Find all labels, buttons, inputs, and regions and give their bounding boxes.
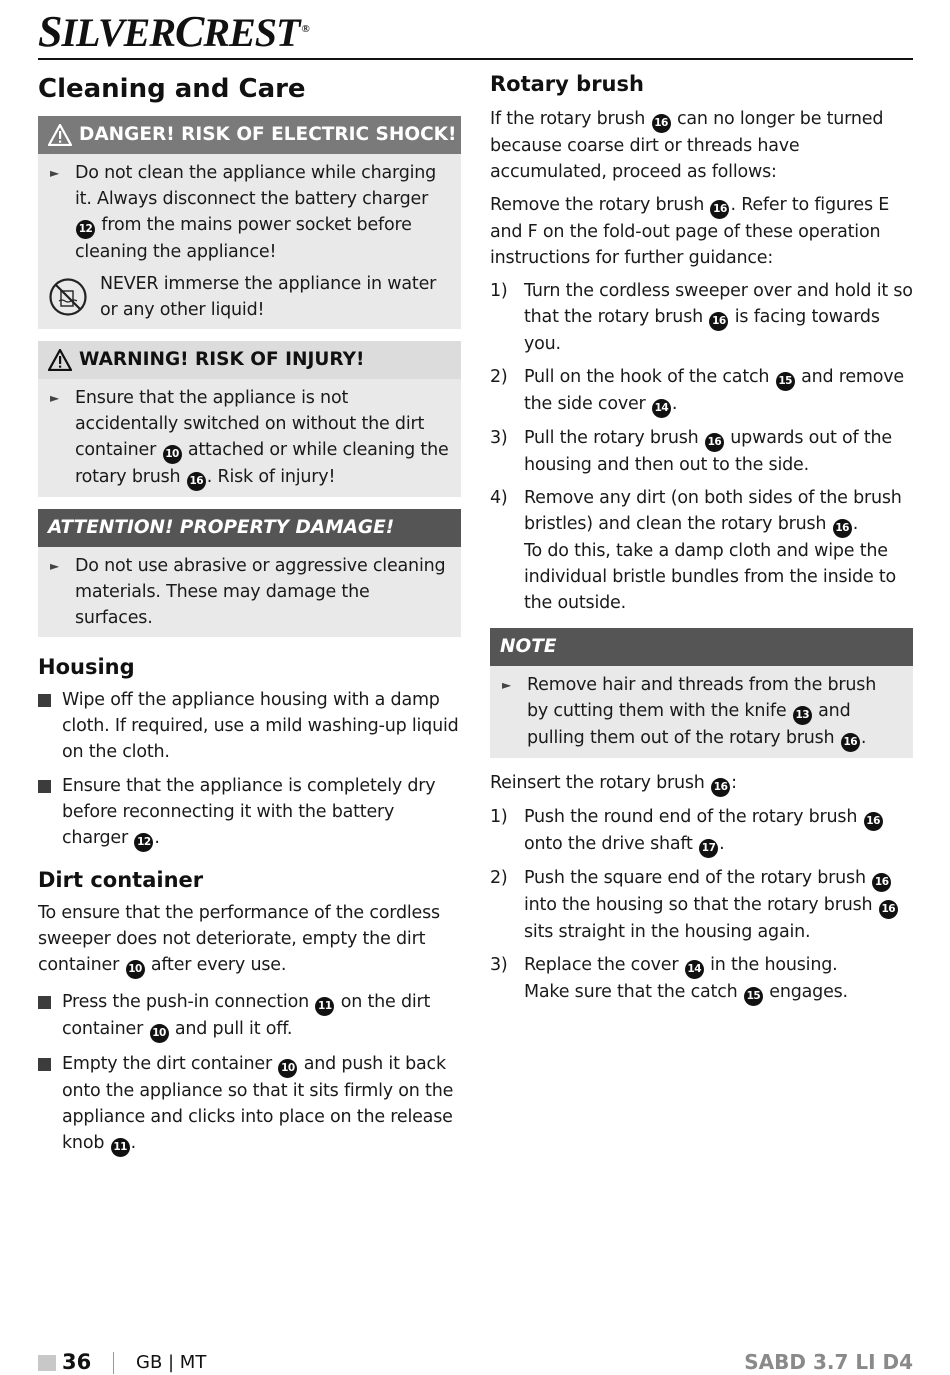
rotary-intro-1: If the rotary brush 16 can no longer be turned because coarse dirt or threads have accumulated, proceed as follows: bbox=[490, 109, 884, 182]
no-water-immersion-icon bbox=[48, 277, 88, 317]
part-number-badge: 10 bbox=[278, 1059, 297, 1078]
part-number-badge: 11 bbox=[111, 1138, 130, 1157]
page-number: 36 bbox=[62, 1350, 92, 1374]
dirt-container-title: Dirt container bbox=[38, 868, 204, 892]
list-item: Wipe off the appliance housing with a damp cloth. If required, use a mild washing-up liquid on the cloth. bbox=[38, 687, 461, 765]
list-item: Empty the dirt container 10 and push it back onto the appliance so that it sits firmly on the appliance and clicks into place on the release knob 11 . bbox=[38, 1051, 461, 1157]
part-number-badge: 16 bbox=[187, 472, 206, 491]
part-number-badge: 11 bbox=[315, 997, 334, 1016]
part-number-badge: 10 bbox=[150, 1024, 169, 1043]
list-item: 3) Pull the rotary brush 16 upwards out of the housing and then out to the side. bbox=[490, 428, 892, 475]
part-number-badge: 10 bbox=[163, 445, 182, 464]
footer-square-marker bbox=[38, 1355, 56, 1371]
part-number-badge: 16 bbox=[864, 812, 883, 831]
part-number-badge: 10 bbox=[126, 960, 145, 979]
warning-heading: WARNING! RISK OF INJURY! bbox=[38, 341, 461, 379]
part-number-badge: 17 bbox=[699, 839, 718, 858]
part-number-badge: 16 bbox=[705, 433, 724, 452]
list-item: 1) Turn the cordless sweeper over and hold it so that the rotary brush 16 is facing towards you. bbox=[490, 281, 913, 354]
part-number-badge: 16 bbox=[841, 733, 860, 752]
square-bullet-icon bbox=[38, 989, 62, 1043]
language-codes: GB | MT bbox=[136, 1352, 207, 1373]
model-number: SABD 3.7 LI D4 bbox=[744, 1350, 913, 1374]
part-number-badge: 15 bbox=[776, 372, 795, 391]
part-number-badge: 14 bbox=[685, 960, 704, 979]
danger-heading: DANGER! RISK OF ELECTRIC SHOCK! bbox=[38, 116, 461, 154]
reinsert-intro: Reinsert the rotary brush 16 : bbox=[490, 770, 913, 797]
list-item: ► Ensure that the appliance is not accidentally switched on without the dirt container 10 attached or while cleaning the rotary brush 16 . Risk of injury! bbox=[48, 385, 449, 491]
part-number-badge: 16 bbox=[833, 519, 852, 538]
list-item: ► Do not use abrasive or aggressive cleaning materials. These may damage the surfaces. bbox=[48, 553, 449, 631]
part-number-badge: 16 bbox=[709, 312, 728, 331]
arrow-bullet-icon: ► bbox=[50, 391, 60, 405]
arrow-bullet-icon: ► bbox=[50, 559, 60, 573]
note-box bbox=[490, 628, 913, 758]
arrow-bullet-icon: ► bbox=[502, 678, 512, 692]
list-item: 4) Remove any dirt (on both sides of the brush bristles) and clean the rotary brush 16 . To do this, take a damp cloth and wipe the individual bristle bundles from the inside to the outside. bbox=[490, 488, 902, 613]
brand-logo: SILVERCREST ® bbox=[38, 7, 309, 56]
part-number-badge: 14 bbox=[652, 399, 671, 418]
square-bullet-icon bbox=[38, 1051, 62, 1157]
part-number-badge: 16 bbox=[872, 873, 891, 892]
left-column bbox=[38, 68, 461, 1165]
warning-triangle-icon bbox=[48, 349, 72, 371]
list-item: 3) Replace the cover 14 in the housing. Make sure that the catch 15 engages. bbox=[490, 952, 913, 1006]
list-item: Ensure that the appliance is completely dry before reconnecting it with the battery charger 12 . bbox=[38, 773, 461, 852]
housing-title: Housing bbox=[38, 655, 135, 679]
dirt-intro: To ensure that the performance of the cordless sweeper does not deteriorate, empty the dirt container 10 after every use. bbox=[38, 900, 461, 979]
footer-divider bbox=[113, 1352, 114, 1374]
square-bullet-icon bbox=[38, 687, 62, 765]
part-number-badge: 16 bbox=[652, 114, 671, 133]
warning-box bbox=[38, 341, 461, 497]
header-rule bbox=[38, 58, 913, 60]
square-bullet-icon bbox=[38, 773, 62, 852]
warning-triangle-icon bbox=[48, 124, 72, 146]
list-item: ► Remove hair and threads from the brush by cutting them with the knife 13 and pulling them out of the rotary brush 16 . bbox=[500, 672, 901, 752]
page-footer bbox=[38, 1350, 913, 1375]
part-number-badge: 16 bbox=[710, 200, 729, 219]
list-item: 2) Push the square end of the rotary brush 16 into the housing so that the rotary brush 16 sits straight in the housing again. bbox=[490, 865, 913, 945]
list-item: 1) Push the round end of the rotary brush 16 onto the drive shaft 17 . bbox=[490, 804, 913, 858]
arrow-bullet-icon: ► bbox=[50, 166, 60, 180]
part-number-badge: 16 bbox=[711, 778, 730, 797]
list-item: Press the push-in connection 11 on the dirt container 10 and pull it off. bbox=[38, 989, 461, 1043]
attention-heading: ATTENTION! PROPERTY DAMAGE! bbox=[38, 509, 461, 547]
note-heading: NOTE bbox=[490, 628, 913, 666]
attention-box bbox=[38, 509, 461, 637]
part-number-badge: 12 bbox=[76, 220, 95, 239]
right-column bbox=[490, 68, 913, 1013]
part-number-badge: 15 bbox=[744, 987, 763, 1006]
list-item: ► Do not clean the appliance while charging it. Always disconnect the battery charger 12 from the mains power socket before cleaning the appliance! bbox=[48, 160, 449, 265]
danger-box bbox=[38, 116, 461, 329]
part-number-badge: 16 bbox=[879, 900, 898, 919]
never-immerse-notice: NEVER immerse the appliance in water or any other liquid! bbox=[48, 271, 449, 323]
list-item: 2) Pull on the hook of the catch 15 and remove the side cover 14 . bbox=[490, 364, 913, 418]
part-number-badge: 13 bbox=[793, 706, 812, 725]
rotary-brush-title: Rotary brush bbox=[490, 72, 644, 96]
page-title: Cleaning and Care bbox=[38, 74, 306, 104]
rotary-intro-2: Remove the rotary brush 16 . Refer to figures E and F on the fold-out page of these operation instructions for further guidance: bbox=[490, 195, 890, 268]
part-number-badge: 12 bbox=[134, 833, 153, 852]
